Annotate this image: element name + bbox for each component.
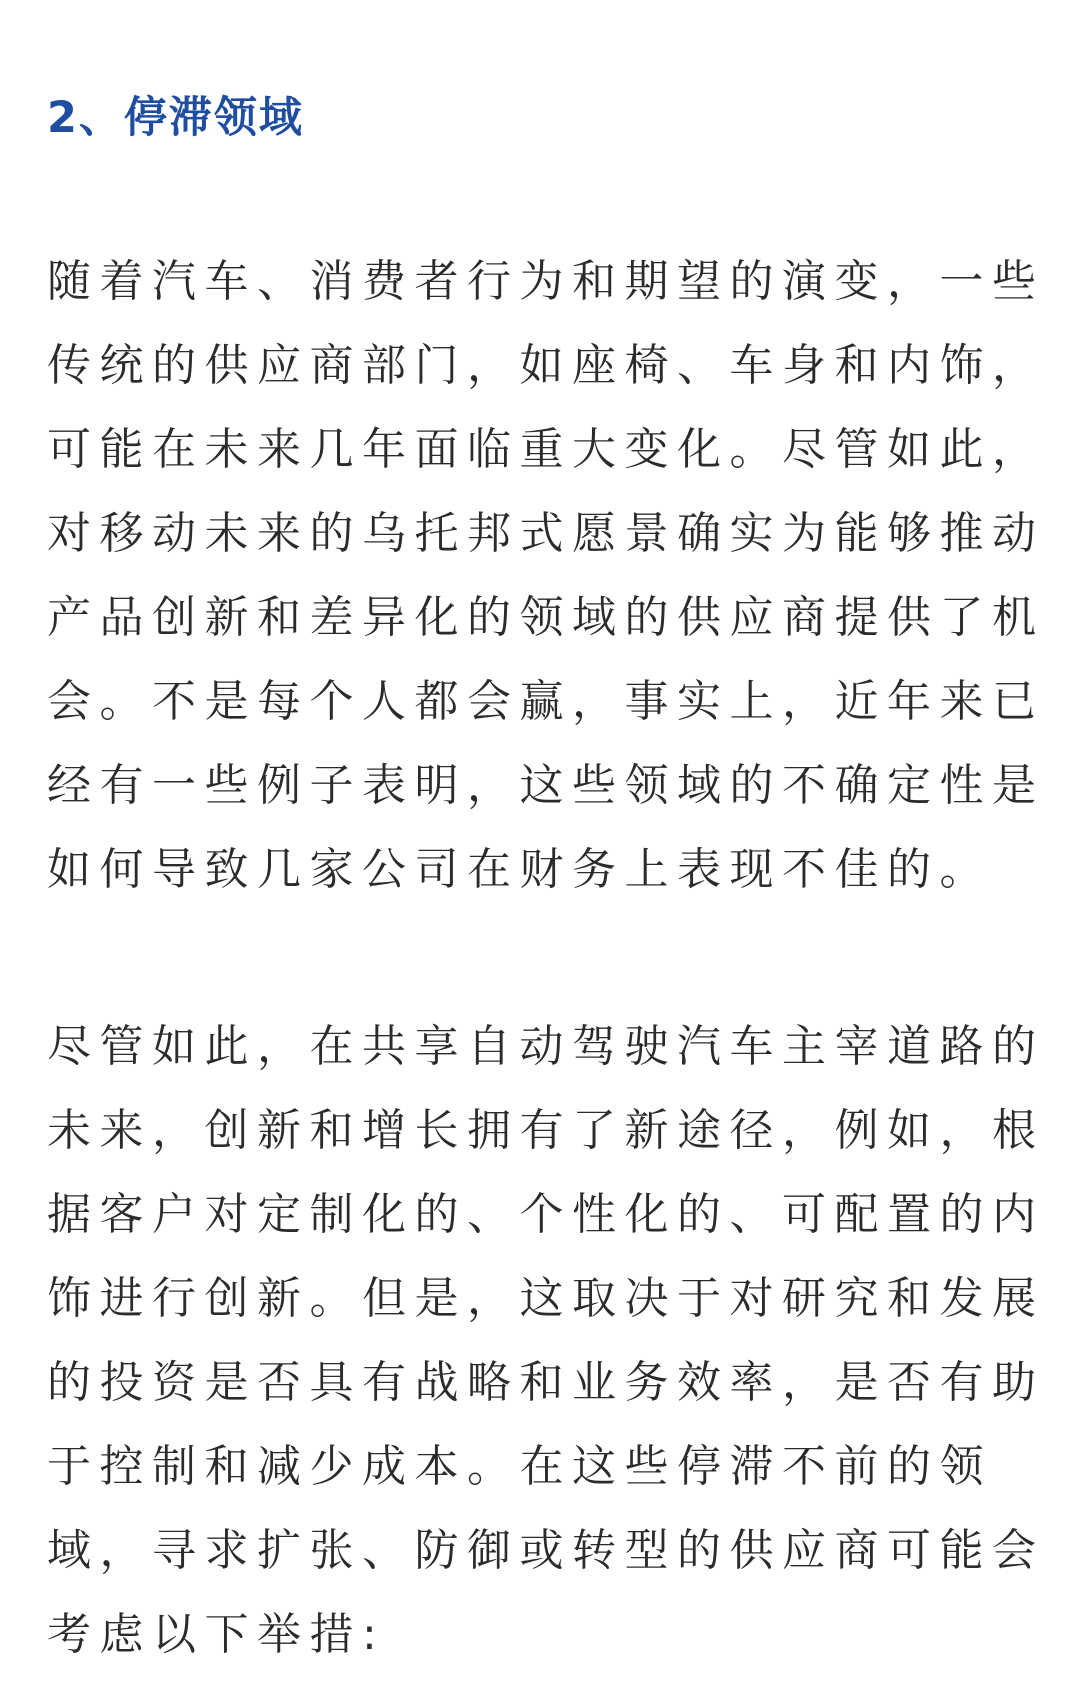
- paragraph-1: [47, 240, 1045, 912]
- paragraph-line: 域，寻求扩张、防御或转型的供应商可能会: [47, 1525, 1045, 1576]
- paragraph-line: 饰进行创新。但是，这取决于对研究和发展: [47, 1273, 1045, 1324]
- paragraph-line: 的投资是否具有战略和业务效率，是否有助: [47, 1357, 1045, 1408]
- paragraph-line: 据客户对定制化的、个性化的、可配置的内: [47, 1189, 1045, 1240]
- paragraph-line: 对移动未来的乌托邦式愿景确实为能够推动: [47, 508, 1045, 559]
- paragraph-2: [47, 1005, 1045, 1677]
- paragraph-line: 于控制和减少成本。在这些停滞不前的领: [47, 1441, 992, 1492]
- section-heading: 2、停滞领域: [47, 93, 304, 143]
- paragraph-line: 可能在未来几年面临重大变化。尽管如此，: [47, 424, 1045, 475]
- paragraph-line: 随着汽车、消费者行为和期望的演变，一些: [47, 256, 1045, 307]
- paragraph-line: 传统的供应商部门，如座椅、车身和内饰，: [47, 340, 1045, 391]
- paragraph-line: 考虑以下举措:: [47, 1609, 386, 1660]
- paragraph-line: 未来，创新和增长拥有了新途径，例如，根: [47, 1105, 1045, 1156]
- paragraph-line: 如何导致几家公司在财务上表现不佳的。: [47, 844, 992, 895]
- paragraph-line: 经有一些例子表明，这些领域的不确定性是: [47, 760, 1045, 811]
- paragraph-line: 尽管如此，在共享自动驾驶汽车主宰道路的: [47, 1021, 1045, 1072]
- paragraph-line: 会。不是每个人都会赢，事实上，近年来已: [47, 676, 1045, 727]
- paragraph-line: 产品创新和差异化的领域的供应商提供了机: [47, 592, 1045, 643]
